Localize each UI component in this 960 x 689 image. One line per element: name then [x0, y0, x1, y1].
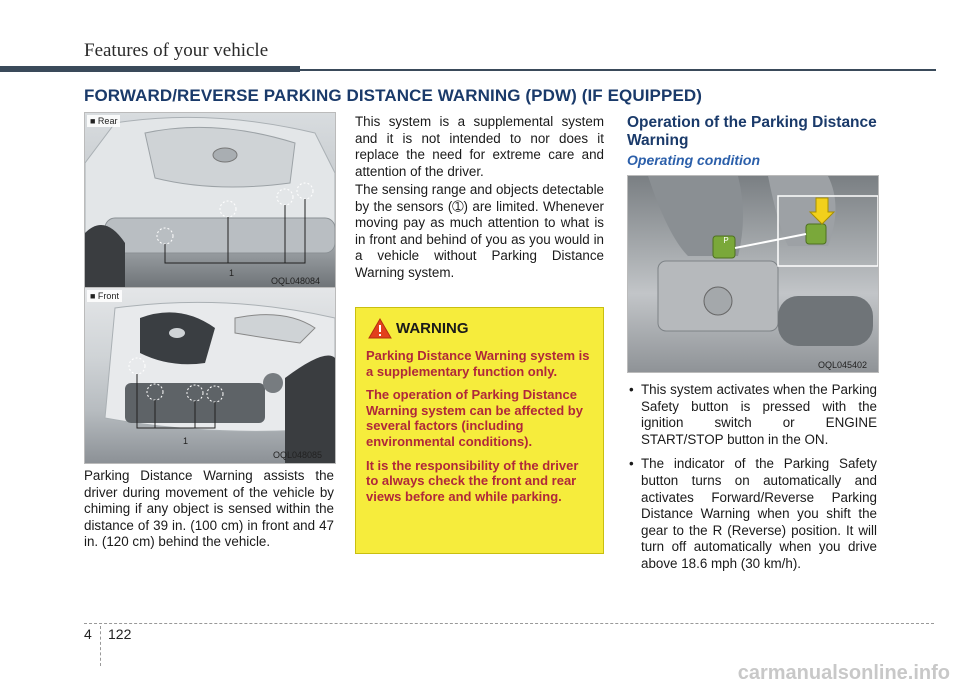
list-item: • The indicator of the Parking Safety button turns on automatically and activates Forward/Reverse Parking Distance Warning when you shift the gear to the R (Reverse) position. It will turn off automatically when you drive above 18.6 mph (30 km/h).: [627, 456, 877, 572]
sensing-range-paragraph: The sensing range and objects detectable by the sensors (➀) are limited. Whenever moving pay as much attention to what is in front and behind of you as you would in a vehicle without Parking Distance Warning system.: [355, 182, 604, 280]
operating-condition-list: [627, 382, 877, 581]
rear-caption: ■ Rear: [87, 115, 120, 127]
intro-paragraph: Parking Distance Warning assists the driver during movement of the vehicle by chiming if any object is sensed within the distance of 39 in. (100 cm) in front and 47 in. (120 cm) behind the vehicle.: [84, 468, 334, 550]
warning-item: It is the responsibility of the driver to always check the front and rear views before and while parking.: [366, 457, 579, 504]
front-sensor-photo: [84, 287, 336, 464]
header-rule-dark: [0, 66, 300, 72]
header-rule: [300, 69, 936, 71]
front-caption: ■ Front: [87, 290, 122, 302]
front-callout-number: 1: [183, 436, 189, 446]
page-number: 122: [108, 626, 132, 642]
front-figure-code: OQL048085: [273, 450, 323, 460]
supplemental-paragraph: This system is a supplemental system and it is not intended to nor does it replace the need for extreme care and attention of the driver.: [355, 114, 604, 179]
warning-body: [366, 348, 594, 504]
operation-heading: Operation of the Parking Distance Warning: [627, 114, 877, 149]
footer-divider: [100, 626, 102, 666]
chapter-title: Features of your vehicle: [84, 40, 269, 61]
rear-figure-code: OQL048084: [271, 276, 321, 286]
console-illustration: [628, 176, 878, 372]
warning-box: [355, 307, 604, 554]
front-car-illustration: [85, 288, 335, 463]
list-item: • This system activates when the Parking Safety button is pressed with the ignition switch or ENGINE START/STOP button in the ON.: [627, 382, 877, 448]
warning-item: Parking Distance Warning system is a supplementary function only.: [366, 348, 590, 379]
section-title: FORWARD/REVERSE PARKING DISTANCE WARNING (PDW) (IF EQUIPPED): [84, 86, 703, 105]
gear-figure-code: OQL045402: [818, 360, 868, 370]
rear-sensor-photo: [84, 112, 336, 290]
watermark: carmanualsonline.info: [737, 662, 950, 684]
parking-safety-button-label: P: [723, 236, 729, 245]
footer-rule: [84, 623, 934, 624]
parking-safety-button-photo: [627, 175, 879, 373]
operating-condition-heading: Operating condition: [627, 152, 760, 168]
warning-item: The operation of Parking Distance Warning system can be affected by several factors (including environmental conditions).: [366, 387, 583, 449]
rear-callout-number: 1: [229, 268, 235, 278]
rear-car-illustration: [85, 113, 335, 289]
warning-triangle-icon: [368, 318, 392, 344]
section-number: 4: [84, 626, 92, 642]
warning-title: WARNING: [396, 320, 469, 337]
